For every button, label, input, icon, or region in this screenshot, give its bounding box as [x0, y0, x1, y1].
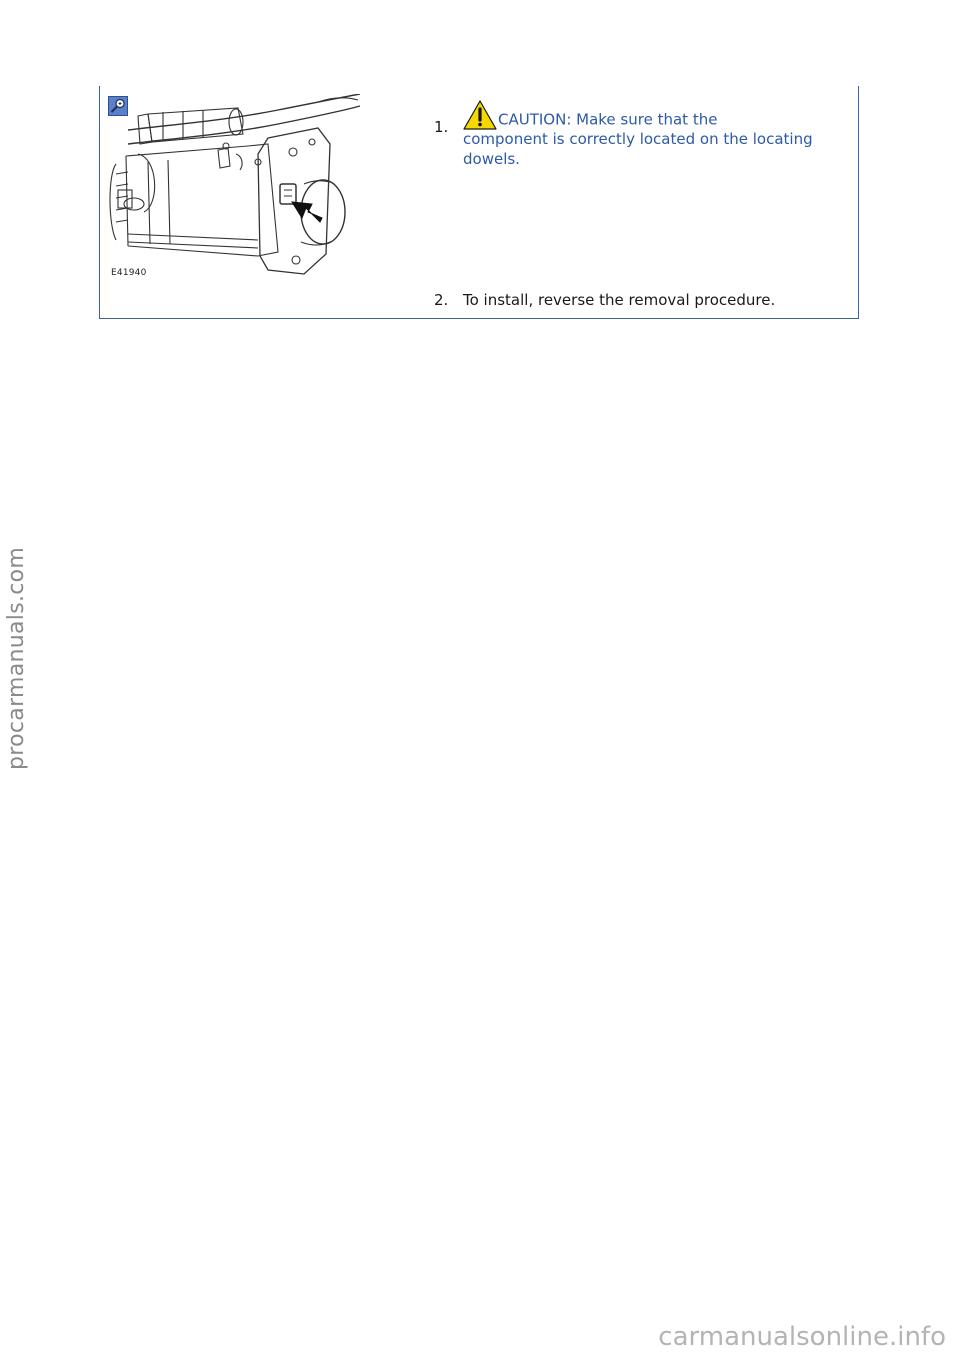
caution-text-line-1: CAUTION: Make sure that the	[498, 110, 718, 129]
magnifier-zoom-icon[interactable]	[108, 96, 128, 116]
side-watermark: procarmanuals.com	[4, 546, 29, 770]
caution-triangle-icon	[463, 100, 497, 130]
step-number: 2.	[434, 291, 449, 309]
figure-code: E41940	[111, 268, 147, 278]
step-body	[463, 291, 833, 311]
starter-motor-illustration	[108, 94, 368, 284]
bottom-watermark: carmanualsonline.info	[658, 1322, 946, 1352]
step-text: To install, reverse the removal procedure.	[463, 291, 776, 309]
step-body	[463, 100, 833, 169]
step-number: 1.	[434, 118, 449, 136]
caution-text-rest: component is correctly located on the locating dowels.	[463, 130, 813, 168]
